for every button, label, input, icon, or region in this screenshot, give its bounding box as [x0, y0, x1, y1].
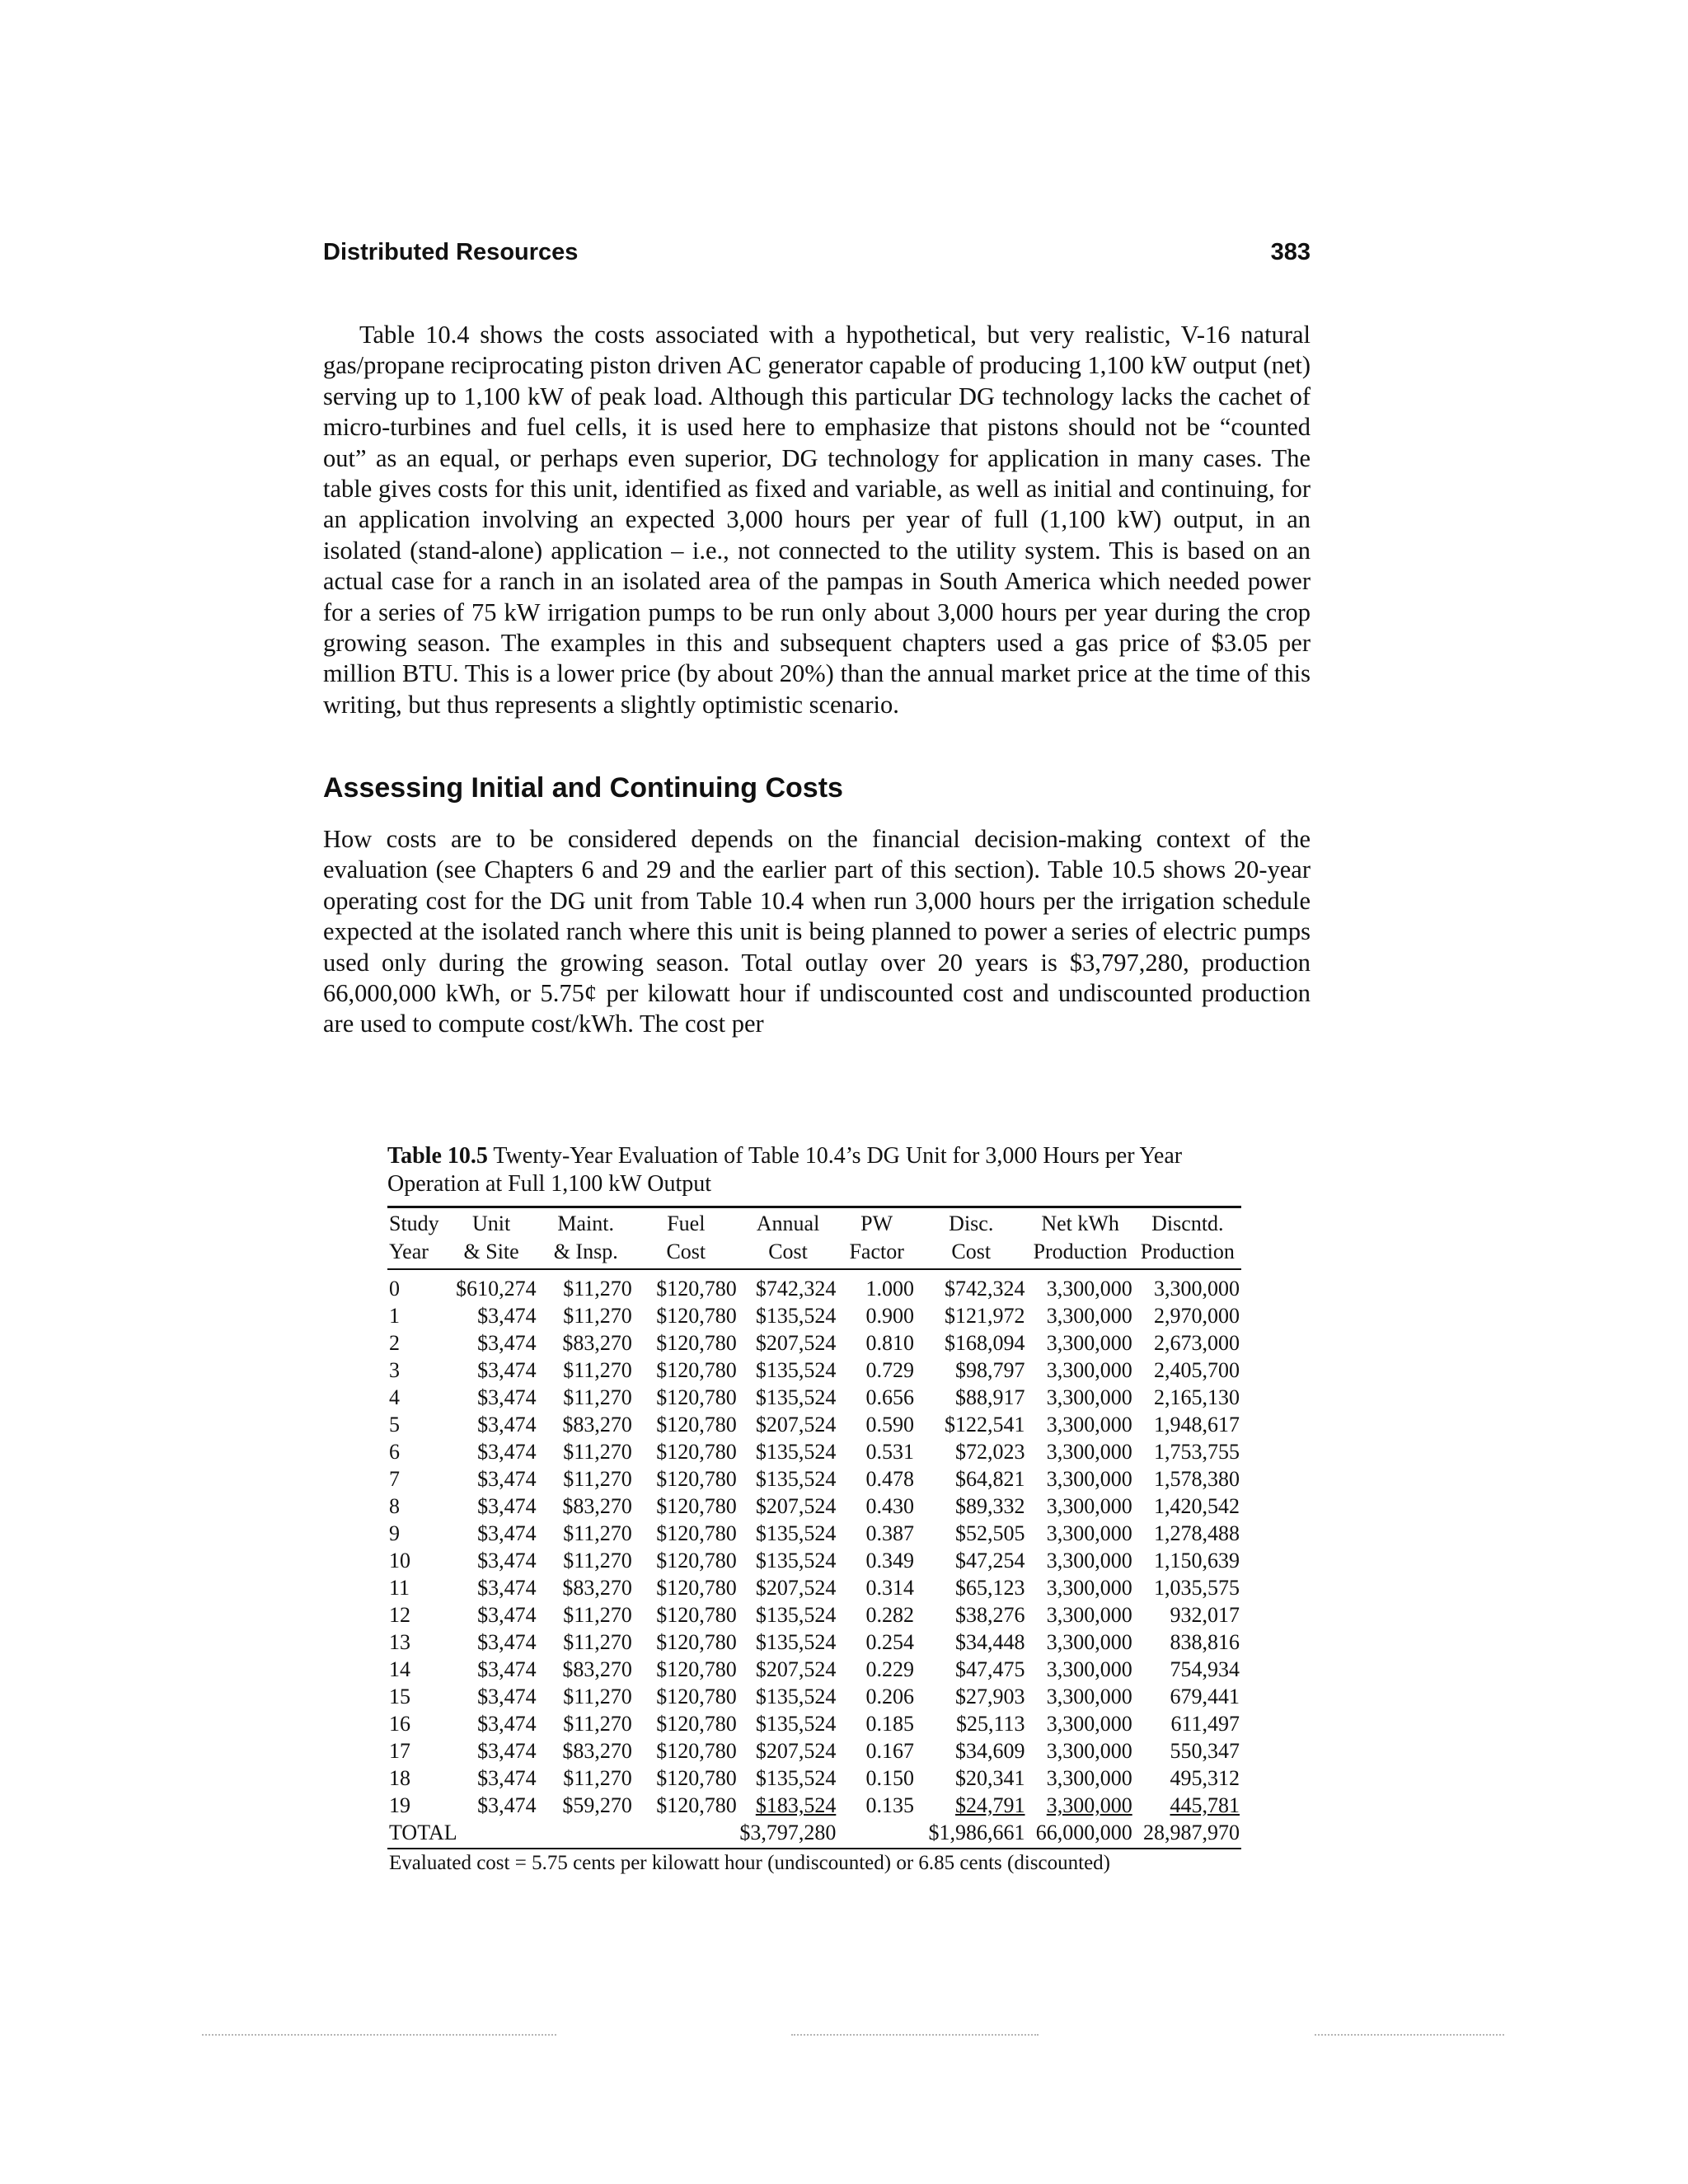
table-cell: $83,270: [562, 1413, 632, 1436]
underlined-value: 3,300,000: [1046, 1793, 1132, 1817]
table-body: [387, 1269, 1241, 1820]
table-caption: [387, 1142, 1249, 1198]
table-cell: 3,300,000: [1046, 1440, 1132, 1464]
table-cell: $135,524: [755, 1685, 837, 1708]
table-cell: $3,474: [477, 1712, 537, 1736]
table-cell: $11,270: [563, 1358, 632, 1382]
table-row: [387, 1303, 1241, 1330]
table-cell: 9: [389, 1521, 400, 1545]
table-cell: $742,324: [945, 1277, 1025, 1301]
table-row: [387, 1439, 1241, 1466]
column-header: Maint.: [538, 1207, 634, 1237]
column-header: Factor: [837, 1236, 916, 1269]
column-header: Disc.: [916, 1207, 1027, 1237]
table-cell: $11,270: [563, 1685, 632, 1708]
table-cell: $207,524: [755, 1576, 837, 1600]
table-cell: $135,524: [755, 1440, 837, 1464]
table-cell: 1.000: [865, 1277, 914, 1301]
table-cell: 0: [389, 1277, 400, 1301]
table-cell: $135,524: [755, 1630, 837, 1654]
table-cell: 0.900: [865, 1304, 914, 1328]
column-header: & Insp.: [538, 1236, 634, 1269]
column-header: Production: [1134, 1236, 1241, 1269]
table-row: [387, 1602, 1241, 1629]
table-cell: $135,524: [755, 1603, 837, 1627]
table-cell: 3,300,000: [1046, 1413, 1132, 1436]
table-cell: 0.167: [865, 1739, 914, 1763]
table-cell: $88,917: [955, 1385, 1025, 1409]
section-heading: Assessing Initial and Continuing Costs: [323, 772, 843, 804]
table-cell: 3,300,000: [1046, 1685, 1132, 1708]
table-cell: $83,270: [562, 1739, 632, 1763]
table-cell: $120,780: [656, 1413, 737, 1436]
total-disc-cost: $1,986,661: [916, 1820, 1027, 1849]
paragraph-table-10-4: Table 10.4 shows the costs associated with a hypothetical, but very realistic, V-16 natural gas/propane reciprocating piston driven AC generator capable of producing 1,100 kW output (net) serving up to 1,100 kW of peak load. Although this particular DG technology lacks the cachet of micro-turbines and fuel cells, it is used here to emphasize that pistons should not be “counted out” as an equal, or perhaps even superior, DG technology for application in many cases. The table gives costs for this unit, identified as fixed and variable, as well as initial and continuing, for an application involving an expected 3,000 hours per year of full (1,100 kW) output, in an isolated (stand-alone) application – i.e., not connected to the utility system. This is based on an actual case for a ranch in an isolated area of the pampas in South America which needed power for a series of 75 kW irrigation pumps to be run only about 3,000 hours per year during the crop growing season. The examples in this and subsequent chapters used a gas price of $3.05 per million BTU. This is a lower price (by about 20%) than the annual market price at the time of this writing, but thus represents a slightly optimistic scenario.: [323, 321, 1311, 719]
table-cell: $3,474: [477, 1739, 537, 1763]
table-row: [387, 1357, 1241, 1385]
table-cell: 0.590: [865, 1413, 914, 1436]
table-cell: 0.430: [865, 1494, 914, 1518]
table-cell: $120,780: [656, 1766, 737, 1790]
table-cell: $11,270: [563, 1630, 632, 1654]
table-row: [387, 1412, 1241, 1439]
table-cell: 0.387: [865, 1521, 914, 1545]
header-row-2: [387, 1236, 1241, 1269]
table-cell: 6: [389, 1440, 400, 1464]
table-cell: $135,524: [755, 1766, 837, 1790]
table-row: [387, 1738, 1241, 1765]
table-cell: $135,524: [755, 1521, 837, 1545]
table-cell: 0.656: [865, 1385, 914, 1409]
table-cell: 7: [389, 1467, 400, 1491]
total-annual-cost: $3,797,280: [634, 1820, 838, 1849]
table-cell: $3,474: [477, 1358, 537, 1382]
cost-evaluation-table: [387, 1206, 1241, 1878]
table-cell: $11,270: [563, 1712, 632, 1736]
table-cell: [1134, 1793, 1241, 1820]
table-cell: 12: [389, 1603, 410, 1627]
table-caption-text: Twenty-Year Evaluation of Table 10.4’s DG Unit for 3,000 Hours per Year Operation at Full 1,100 kW Output: [387, 1143, 1183, 1197]
table-footer: [387, 1820, 1241, 1879]
table-cell: 3: [389, 1358, 400, 1382]
table-cell: 19: [389, 1793, 410, 1817]
table-cell: 1,150,639: [1154, 1549, 1240, 1572]
table-row: [387, 1793, 1241, 1820]
table-cell: $47,475: [955, 1657, 1025, 1681]
table-cell: $3,474: [477, 1385, 537, 1409]
column-header: Discntd.: [1134, 1207, 1241, 1237]
table-cell: [916, 1793, 1027, 1820]
table-cell: 1,420,542: [1154, 1494, 1240, 1518]
column-header: Cost: [916, 1236, 1027, 1269]
table-cell: $120,780: [656, 1304, 737, 1328]
table-cell: 838,816: [1170, 1630, 1240, 1654]
table-cell: 3,300,000: [1046, 1630, 1132, 1654]
table-cell: $47,254: [955, 1549, 1025, 1572]
table-cell: $3,474: [477, 1413, 537, 1436]
scan-artifact-line: [1315, 2034, 1504, 2036]
column-header: Year: [387, 1236, 445, 1269]
table-cell: $121,972: [945, 1304, 1025, 1328]
column-header: Annual: [738, 1207, 838, 1237]
table-cell: 2,405,700: [1154, 1358, 1240, 1382]
table-cell: $135,524: [755, 1549, 837, 1572]
scan-artifact-line: [202, 2034, 556, 2036]
table-cell: 3,300,000: [1046, 1739, 1132, 1763]
table-cell: 15: [389, 1685, 410, 1708]
table-cell: 0.282: [865, 1603, 914, 1627]
table-cell: 2,673,000: [1154, 1331, 1240, 1355]
table-cell: 0.810: [865, 1331, 914, 1355]
table-cell: $64,821: [955, 1467, 1025, 1491]
table-cell: $742,324: [755, 1277, 837, 1301]
table-label: Table 10.5: [387, 1143, 488, 1169]
table-note: Evaluated cost = 5.75 cents per kilowatt hour (undiscounted) or 6.85 cents (discounted): [389, 1852, 1110, 1874]
table-row: [387, 1521, 1241, 1548]
table-row: [387, 1493, 1241, 1521]
table-cell: $25,113: [955, 1712, 1025, 1736]
table-note-row: [387, 1849, 1241, 1878]
column-header: PW: [837, 1207, 916, 1237]
table-cell: $59,270: [562, 1793, 632, 1817]
table-cell: $3,474: [477, 1766, 537, 1790]
table-cell: 5: [389, 1413, 400, 1436]
table-cell: 3,300,000: [1046, 1331, 1132, 1355]
table-row: [387, 1684, 1241, 1711]
table-cell: $120,780: [656, 1494, 737, 1518]
table-cell: $98,797: [955, 1358, 1025, 1382]
table-cell: 1,278,488: [1154, 1521, 1240, 1545]
table-cell: 10: [389, 1549, 410, 1572]
table-cell: 0.150: [865, 1766, 914, 1790]
total-disc-production: 28,987,970: [1134, 1820, 1241, 1849]
table-cell: $11,270: [563, 1304, 632, 1328]
table-cell: $120,780: [656, 1549, 737, 1572]
table-cell: $27,903: [955, 1685, 1025, 1708]
table-row: [387, 1330, 1241, 1357]
table-cell: $120,780: [656, 1576, 737, 1600]
table-cell: 2,165,130: [1154, 1385, 1240, 1409]
table-cell: $11,270: [563, 1277, 632, 1301]
table-cell: $3,474: [477, 1793, 537, 1817]
table-cell: $120,780: [656, 1739, 737, 1763]
table-row: [387, 1711, 1241, 1738]
table-row: [387, 1765, 1241, 1793]
table-cell: 3,300,000: [1046, 1603, 1132, 1627]
table-cell: $3,474: [477, 1304, 537, 1328]
table-cell: 2: [389, 1331, 400, 1355]
table-cell: $3,474: [477, 1331, 537, 1355]
table-cell: $120,780: [656, 1603, 737, 1627]
table-cell: $11,270: [563, 1549, 632, 1572]
table-cell: $11,270: [563, 1440, 632, 1464]
table-cell: $3,474: [477, 1440, 537, 1464]
table-cell: 3,300,000: [1046, 1304, 1132, 1328]
table-cell: $83,270: [562, 1657, 632, 1681]
table-cell: 1,948,617: [1154, 1413, 1240, 1436]
table-cell: $120,780: [656, 1630, 737, 1654]
table-cell: $207,524: [755, 1494, 837, 1518]
table-cell: 0.314: [865, 1576, 914, 1600]
table-cell: $120,780: [656, 1440, 737, 1464]
table-cell: 0.531: [865, 1440, 914, 1464]
underlined-value: $24,791: [955, 1793, 1025, 1817]
table-cell: $3,474: [477, 1494, 537, 1518]
table-header: [387, 1207, 1241, 1270]
header-row-1: [387, 1207, 1241, 1237]
total-row: [387, 1820, 1241, 1849]
table-cell: 0.478: [865, 1467, 914, 1491]
table-cell: 3,300,000: [1046, 1358, 1132, 1382]
table-cell: 1,578,380: [1154, 1467, 1240, 1491]
table-cell: 1: [389, 1304, 400, 1328]
table-cell: $122,541: [945, 1413, 1025, 1436]
column-header: Cost: [738, 1236, 838, 1269]
table-cell: 1,035,575: [1154, 1576, 1240, 1600]
page-number: 383: [1270, 239, 1311, 265]
table-cell: 0.349: [865, 1549, 914, 1572]
table-cell: 3,300,000: [1046, 1521, 1132, 1545]
table-cell: $120,780: [656, 1331, 737, 1355]
table-row: [387, 1466, 1241, 1493]
table-cell: 2,970,000: [1154, 1304, 1240, 1328]
column-header: Fuel: [634, 1207, 738, 1237]
table-cell: 13: [389, 1630, 410, 1654]
table-cell: 3,300,000: [1046, 1766, 1132, 1790]
table-cell: 932,017: [1170, 1603, 1240, 1627]
running-head: [323, 239, 1311, 272]
table-cell: $120,780: [656, 1358, 737, 1382]
table-cell: $3,474: [477, 1549, 537, 1572]
table-cell: $3,474: [477, 1603, 537, 1627]
table-cell: $120,780: [656, 1277, 737, 1301]
table-cell: $207,524: [755, 1739, 837, 1763]
table-cell: $65,123: [955, 1576, 1025, 1600]
table-cell: 3,300,000: [1046, 1467, 1132, 1491]
total-label: TOTAL: [387, 1820, 538, 1849]
table-cell: $135,524: [755, 1712, 837, 1736]
total-net-kwh: 66,000,000: [1027, 1820, 1134, 1849]
table-cell: 0.729: [865, 1358, 914, 1382]
table-cell: $135,524: [755, 1385, 837, 1409]
table-cell: $207,524: [755, 1413, 837, 1436]
table-cell: 754,934: [1170, 1657, 1240, 1681]
table-cell: $11,270: [563, 1467, 632, 1491]
table-cell: 679,441: [1170, 1685, 1240, 1708]
table-cell: [738, 1793, 838, 1820]
table-cell: $20,341: [955, 1766, 1025, 1790]
table-cell: 11: [389, 1576, 410, 1600]
table-cell: $610,274: [456, 1277, 537, 1301]
table-cell: 0.229: [865, 1657, 914, 1681]
table-cell: $83,270: [562, 1494, 632, 1518]
table-cell: 3,300,000: [1046, 1549, 1132, 1572]
table-row: [387, 1657, 1241, 1684]
table-cell: $120,780: [656, 1385, 737, 1409]
table-cell: $168,094: [945, 1331, 1025, 1355]
table-cell: $11,270: [563, 1521, 632, 1545]
table-cell: $34,609: [955, 1739, 1025, 1763]
table-cell: 550,347: [1170, 1739, 1240, 1763]
table-cell: 14: [389, 1657, 410, 1681]
table-cell: $120,780: [656, 1467, 737, 1491]
column-header: Net kWh: [1027, 1207, 1134, 1237]
underlined-value: 445,781: [1170, 1793, 1240, 1817]
table-cell: $3,474: [477, 1685, 537, 1708]
table-cell: [1027, 1793, 1134, 1820]
table-row: [387, 1548, 1241, 1575]
table-cell: $3,474: [477, 1630, 537, 1654]
table-cell: 495,312: [1170, 1766, 1240, 1790]
table-cell: 611,497: [1170, 1712, 1240, 1736]
table-cell: $83,270: [562, 1331, 632, 1355]
chapter-title: Distributed Resources: [323, 239, 579, 265]
table-cell: $120,780: [656, 1793, 737, 1817]
table-row: [387, 1629, 1241, 1657]
table-cell: 4: [389, 1385, 400, 1409]
table-cell: 18: [389, 1766, 410, 1790]
scan-artifact-line: [791, 2034, 1039, 2036]
column-header: Study: [387, 1207, 445, 1237]
table-row: [387, 1575, 1241, 1602]
table-cell: $135,524: [755, 1358, 837, 1382]
table-cell: $120,780: [656, 1657, 737, 1681]
table-cell: $11,270: [563, 1603, 632, 1627]
table-cell: 3,300,000: [1046, 1494, 1132, 1518]
table-cell: 0.254: [865, 1630, 914, 1654]
table-cell: $11,270: [563, 1766, 632, 1790]
column-header: Cost: [634, 1236, 738, 1269]
table-cell: 3,300,000: [1046, 1576, 1132, 1600]
table-cell: $135,524: [755, 1304, 837, 1328]
table-cell: 8: [389, 1494, 400, 1518]
table-cell: $72,023: [955, 1440, 1025, 1464]
table-cell: 0.185: [865, 1712, 914, 1736]
table-cell: 3,300,000: [1046, 1657, 1132, 1681]
table-cell: $83,270: [562, 1576, 632, 1600]
table-cell: 3,300,000: [1154, 1277, 1240, 1301]
table-cell: 0.206: [865, 1685, 914, 1708]
table-row: [387, 1385, 1241, 1412]
table-cell: $3,474: [477, 1467, 537, 1491]
paragraph-costs: How costs are to be considered depends on the financial decision-making context of the evaluation (see Chapters 6 and 29 and the earlier part of this section). Table 10.5 shows 20-year operating cost for the DG unit from Table 10.4 when run 3,000 hours per the irrigation schedule expected at the isolated ranch where this unit is being planned to power a series of electric pumps used only during the growing season. Total outlay over 20 years is $3,797,280, production 66,000,000 kWh, or 5.75¢ per kilowatt hour if undiscounted cost and undiscounted production are used to compute cost/kWh. The cost per: [323, 825, 1311, 1038]
table-cell: 3,300,000: [1046, 1712, 1132, 1736]
table-cell: $135,524: [755, 1467, 837, 1491]
table-cell: $3,474: [477, 1576, 537, 1600]
table-cell: $120,780: [656, 1712, 737, 1736]
underlined-value: $183,524: [755, 1793, 837, 1817]
table-cell: $207,524: [755, 1657, 837, 1681]
table-cell: $207,524: [755, 1331, 837, 1355]
table-row: [387, 1269, 1241, 1303]
table-cell: 0.135: [865, 1793, 914, 1817]
table-cell: $38,276: [955, 1603, 1025, 1627]
table-cell: $120,780: [656, 1521, 737, 1545]
table-cell: $3,474: [477, 1521, 537, 1545]
table-cell: 17: [389, 1739, 410, 1763]
table-cell: 3,300,000: [1046, 1385, 1132, 1409]
table-cell: $11,270: [563, 1385, 632, 1409]
column-header: Production: [1027, 1236, 1134, 1269]
table-cell: $3,474: [477, 1657, 537, 1681]
column-header: & Site: [445, 1236, 538, 1269]
table-cell: 3,300,000: [1046, 1277, 1132, 1301]
table-cell: $34,448: [955, 1630, 1025, 1654]
table-cell: 16: [389, 1712, 410, 1736]
table-cell: $120,780: [656, 1685, 737, 1708]
table-cell: $89,332: [955, 1494, 1025, 1518]
table-cell: 1,753,755: [1154, 1440, 1240, 1464]
column-header: Unit: [445, 1207, 538, 1237]
table-cell: $52,505: [955, 1521, 1025, 1545]
